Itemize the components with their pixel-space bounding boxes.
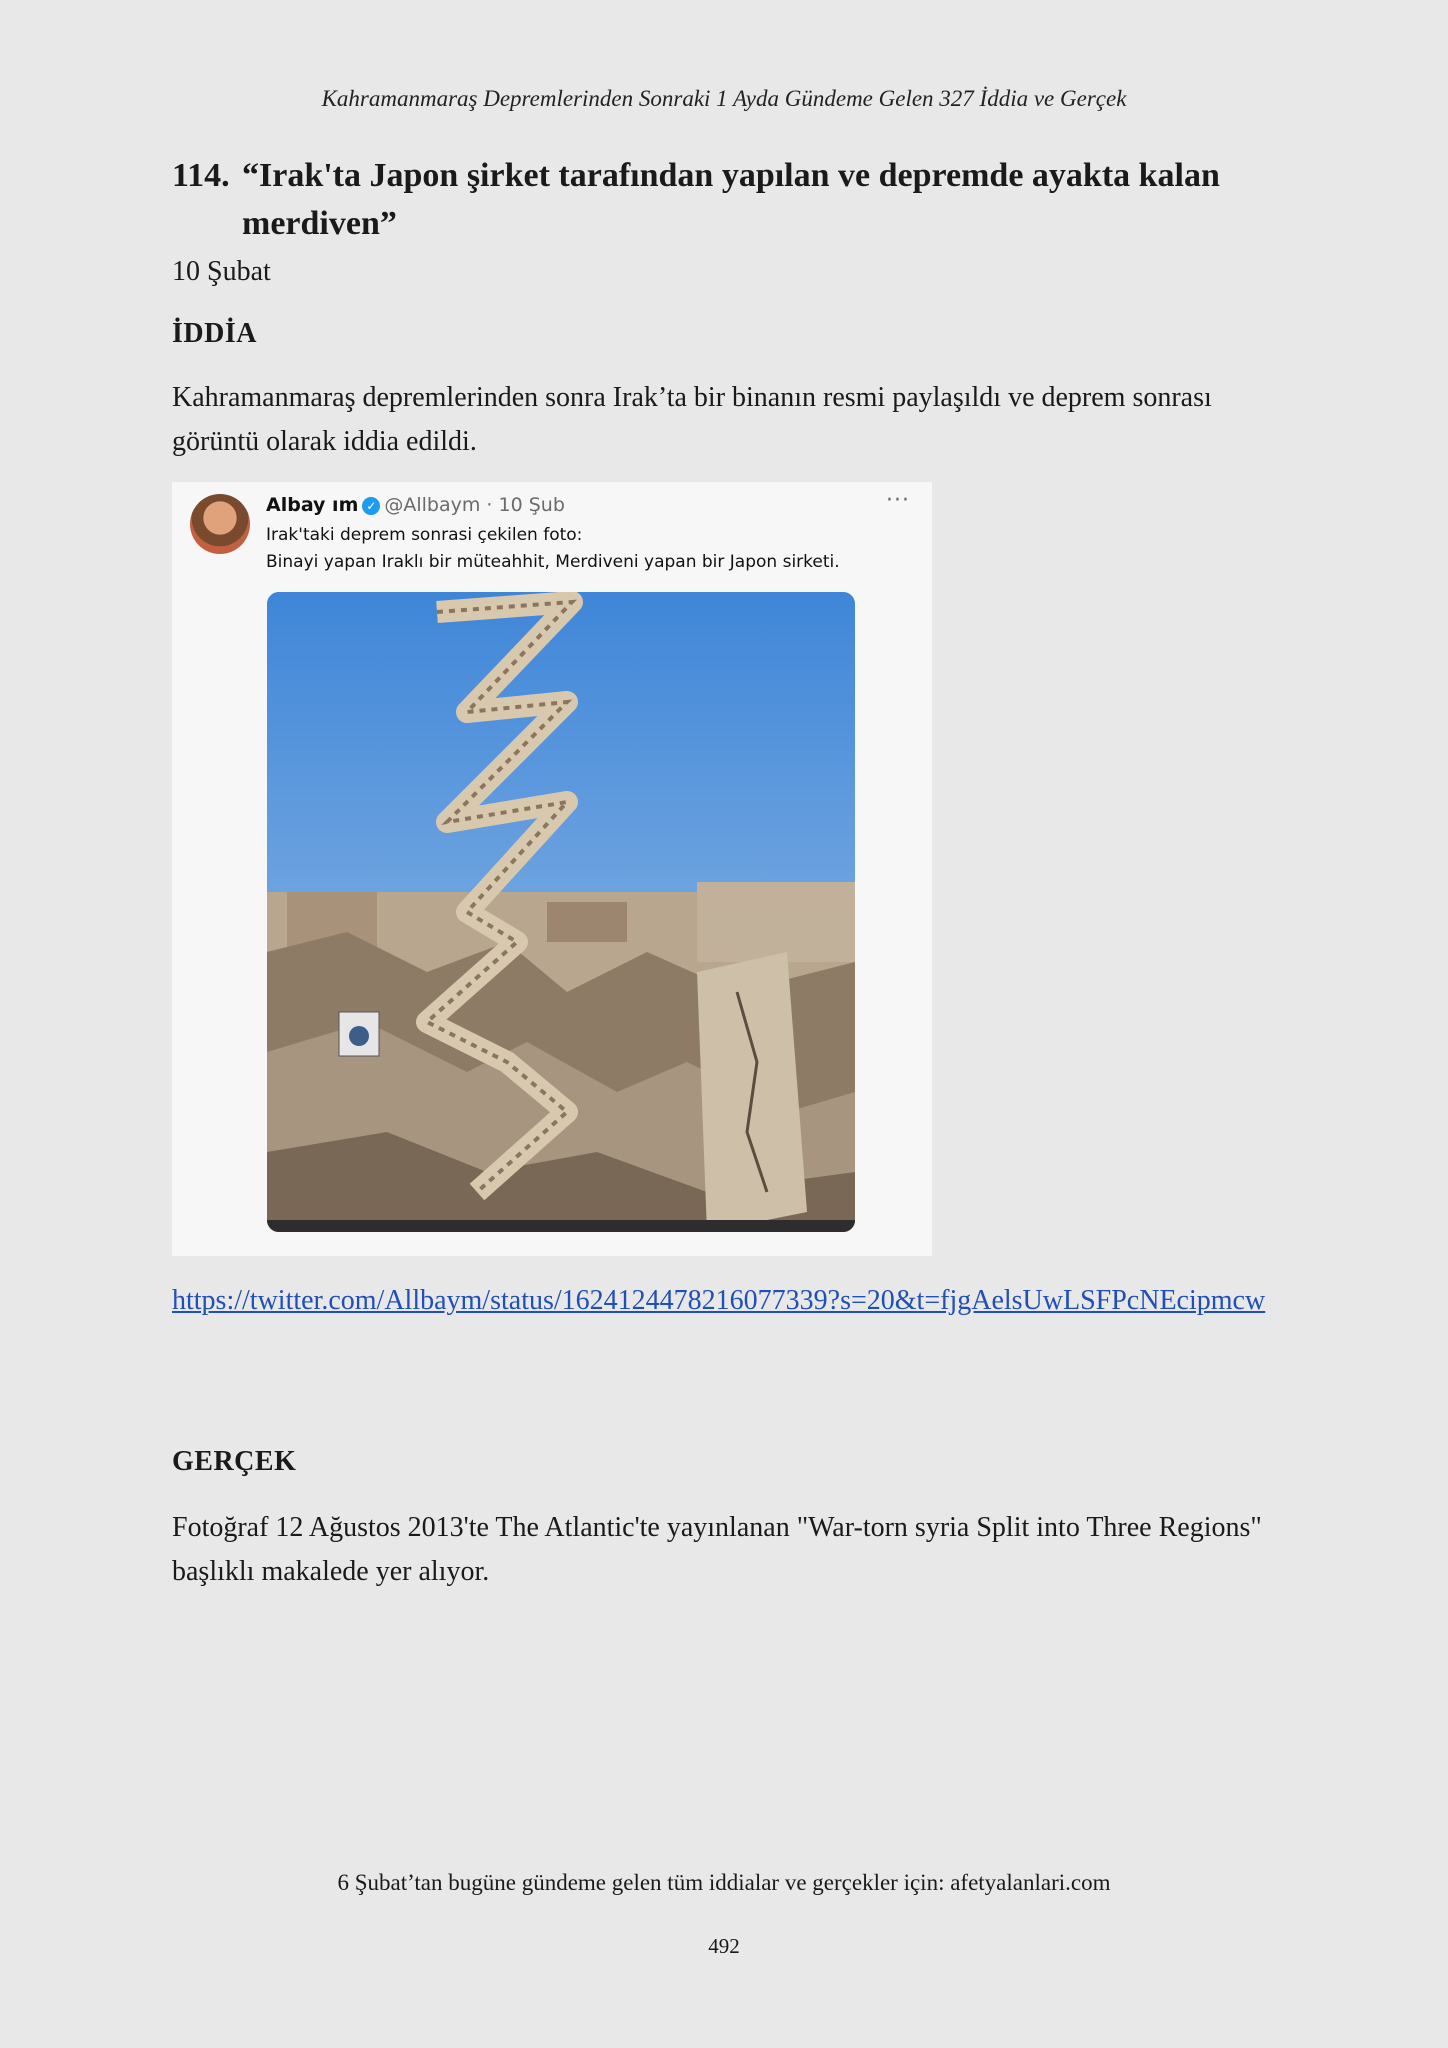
iddia-heading: İDDİA	[172, 318, 257, 349]
verified-check-icon: ✓	[362, 497, 380, 515]
tweet-photo	[267, 592, 855, 1232]
claim-title-line1: “Irak'ta Japon şirket tarafından yapılan ve depremde ayakta kalan	[242, 157, 1220, 194]
gercek-text: Fotoğraf 12 Ağustos 2013'te The Atlantic'te yayınlanan "War-torn syria Split into Three Regions" başlıklı makalede yer alıyor.	[172, 1512, 1262, 1587]
tweet-text-line2: Binayi yapan Iraklı bir müteahhit, Merdiveni yapan bir Japon sirketi.	[266, 552, 840, 572]
avatar	[190, 494, 250, 554]
more-options-icon: ···	[886, 488, 910, 513]
tweet-text-line1: Irak'taki deprem sonrasi çekilen foto:	[266, 525, 583, 545]
tweet-header	[266, 494, 565, 516]
tweet-screenshot	[172, 482, 932, 1256]
claim-date: 10 Şubat	[172, 256, 271, 287]
tweet-display-name: Albay ım	[266, 494, 359, 516]
claim-title-line2: merdiven”	[242, 205, 397, 242]
page-footer: 6 Şubat’tan bugüne gündeme gelen tüm iddialar ve gerçekler için: afetyalanlari.com	[337, 1870, 1111, 1895]
iddia-text: Kahramanmaraş depremlerinden sonra Irak’ta bir binanın resmi paylaşıldı ve deprem sonrası görüntü olarak iddia edildi.	[172, 382, 1212, 457]
page-number: 492	[708, 1934, 740, 1958]
claim-number: 114.	[172, 157, 230, 194]
tweet-handle-date: @Allbaym · 10 Şub	[384, 494, 565, 516]
staircase-ruins-photo	[267, 592, 855, 1232]
claim-title	[172, 152, 1292, 248]
gercek-heading: GERÇEK	[172, 1446, 297, 1477]
tweet-text	[266, 522, 906, 576]
source-link[interactable]: https://twitter.com/Allbaym/status/1624124478216077339?s=20&t=fjgAelsUwLSFPcNEcipmcw	[172, 1285, 1266, 1316]
running-header: Kahramanmaraş Depremlerinden Sonraki 1 Ayda Gündeme Gelen 327 İddia ve Gerçek	[321, 86, 1127, 111]
